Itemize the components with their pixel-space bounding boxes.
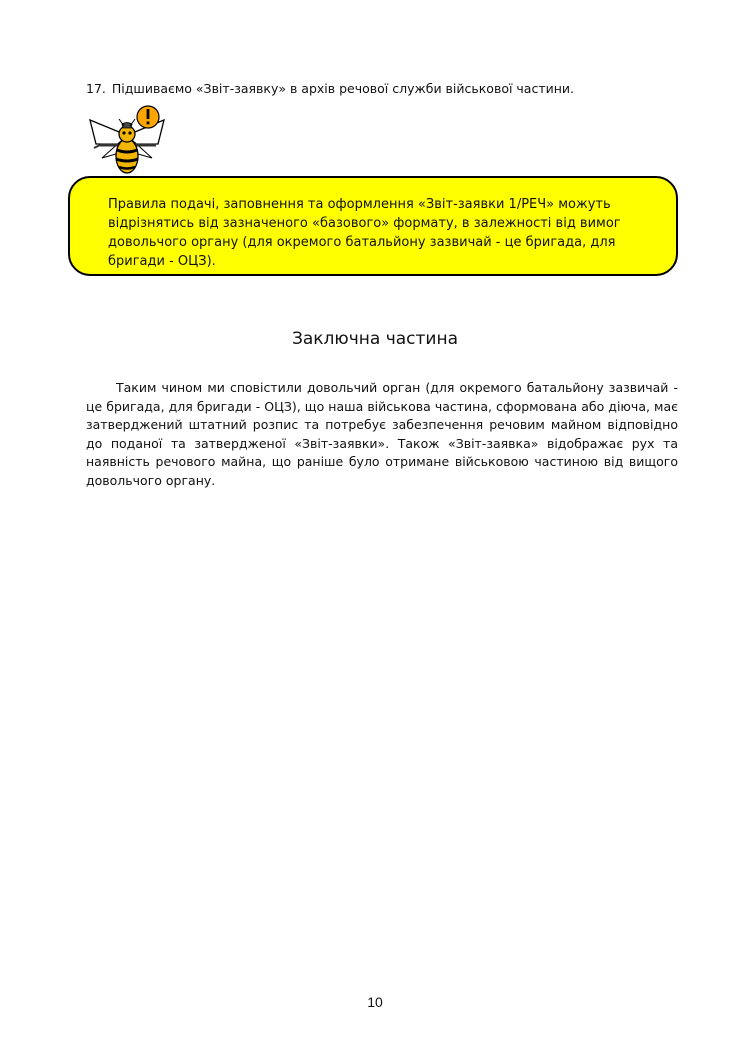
section-title: Заключна частина [291,329,459,349]
warning-note-box [68,176,678,276]
step-text: Підшиваємо «Звіт-заявку» в архів речової служби військової частини. [111,81,575,96]
page-number: 10 [367,994,383,1010]
list-item-step-17 [86,80,686,98]
warning-note-text: Правила подачі, заповнення та оформлення «Звіт-заявки 1/РЕЧ» можуть відрізнятись від зазначеного «базового» формату, в залежності від вимог довольчого органу (для окремого батальйону зазвичай - це бригада, для бригади - ОЦЗ). [108,197,621,269]
bee-warning-icon [86,104,168,178]
conclusion-paragraph: Таким чином ми сповістили довольчий орган (для окремого батальйону зазвичай - це бригада, для бригади - ОЦЗ), що наша військова частина, сформована або діюча, має затверджений штатний розпис та потребує забезпечення речовим майном відповідно до поданої та затвердженої «Звіт-заявки». Також «Звіт-заявка» відображає рух та наявність речового майна, що раніше було отримане військовою частиною від вищого довольчого органу. [86,380,678,488]
step-number: 17. [86,81,106,96]
